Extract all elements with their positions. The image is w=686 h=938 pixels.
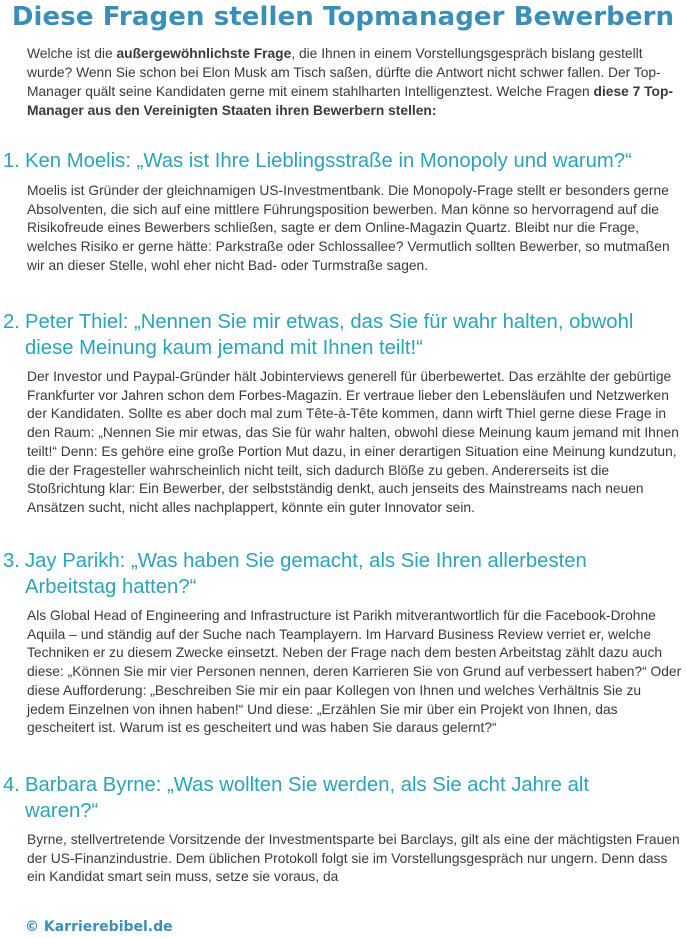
copyright-footer: © Karrierebibel.de — [25, 919, 173, 935]
question-2-number: 2. — [3, 311, 20, 333]
question-1-body: Moelis ist Gründer der gleichnamigen US-Investmentbank. Die Monopoly-Frage stellt er besonders gerne Absolventen, die sich auf eine mittlere Führungsposition bewerben. Man könne so hervorragend auf die Risikofreude eines Bewerbers schließen, sagte er dem Online-Magazin Quartz. Bleibt nur die Frage, welches Risiko er gerne hätte: Parkstraße oder Schlossallee? Vermutlich sollten Bewerber, so mutmaßen wir an dieser Stelle, wohl eher nicht Bad- oder Turmstraße sagen. — [27, 183, 670, 273]
question-3-heading-line-1: Jay Parikh: „Was haben Sie gemacht, als Sie Ihren allerbesten — [25, 550, 587, 572]
question-1-heading — [3, 148, 683, 174]
question-4-body: Byrne, stellvertretende Vorsitzende der Investmentsparte bei Barclays, gilt als eine der mächtigsten Frauen der US-Finanzindustrie. Dem üblichen Protokoll folgt sie im Vorstellungsgespräch nur ungern. Denn dass ein Kandidat smart sein muss, setze sie voraus, da — [27, 832, 680, 885]
question-2-heading-line-1: Peter Thiel: „Nennen Sie mir etwas, das Sie für wahr halten, obwohl — [25, 311, 634, 333]
question-3-heading-line-2: Arbeitstag hatten?“ — [25, 576, 197, 598]
question-4-heading — [3, 772, 683, 824]
intro-text-2: , die Ihnen in einem Vorstellungsgespräch bislang gestellt wurde? Wenn Sie schon bei Elon Musk am Tisch saßen, dürfte die Antwort nicht schwer fallen. Der Top-Manager quält seine Kandidaten gerne mit einem stahlharten Intelligenztest. Welche Fragen — [27, 46, 661, 99]
page-title: Diese Fragen stellen Topmanager Bewerbern — [11, 2, 675, 32]
intro-text-1: Welche ist die — [27, 46, 117, 61]
question-3-number: 3. — [3, 550, 20, 572]
intro-bold-1: außergewöhnlichste Frage — [116, 46, 292, 61]
question-1-heading-text: Ken Moelis: „Was ist Ihre Lieblingsstraße in Monopoly und warum?“ — [25, 150, 632, 172]
question-2-heading — [3, 309, 683, 361]
question-4-number: 4. — [3, 774, 20, 796]
question-2-heading-line-2: diese Meinung kaum jemand mit Ihnen teilt!“ — [25, 337, 423, 359]
question-3-body: Als Global Head of Engineering and Infrastructure ist Parikh mitverantwortlich für die Facebook-Drohne Aquila – und ständig auf der Suche nach Teamplayern. Im Harvard Business Review verriet er, welche Techniken er zu diesem Zwecke einsetzt. Neben der Frage nach dem besten Arbeitstag zählt dazu auch diese: „Können Sie mir vier Personen nennen, deren Karrieren Sie von Grund auf verbessert haben?“ Oder diese Aufforderung: „Beschreiben Sie mir ein paar Kollegen von Ihnen und welches Verhältnis Sie zu jedem Einzelnen von ihnen haben!“ Und diese: „Erzählen Sie mir über ein Projekt von Ihnen, das gescheitert ist. Warum ist es gescheitert und was haben Sie daraus gelernt?“ — [27, 608, 682, 736]
intro-bold-2: diese 7 Top-Manager aus den Vereinigten Staaten ihren Bewerbern stellen: — [27, 84, 674, 118]
question-4-heading-line-1: Barbara Byrne: „Was wollten Sie werden, als Sie acht Jahre alt — [25, 774, 590, 796]
question-3-heading — [3, 548, 683, 600]
question-1-number: 1. — [3, 150, 20, 172]
question-4-heading-line-2: waren?“ — [25, 800, 99, 822]
question-2-body: Der Investor und Paypal-Gründer hält Jobinterviews generell für überbewertet. Das erzählte der gebürtige Frankfurter vor Jahren schon dem Forbes-Magazin. Er vertraue lieber den Lebensläufen und Netzwerken der Kandidaten. Sollte es aber doch mal zum Tête-à-Tête kommen, dann wirft Thiel gerne diese Frage in den Raum: „Nennen Sie mir etwas, das Sie für wahr halten, obwohl diese Meinung kaum jemand mit Ihnen teilt!“ Denn: Es gehöre eine große Portion Mut dazu, in einer derartigen Situation eine Meinung kundzutun, die der Fragesteller wahrscheinlich nicht teilt, sich dadurch Blöße zu geben. Andererseits ist die Stoßrichtung klar: Ein Bewerber, der selbstständig denkt, auch jenseits des Mainstreams nach neuen Ansätzen sucht, nicht alles nachplappert, könnte ein guter Innovator sein. — [27, 369, 679, 515]
intro-paragraph — [27, 44, 682, 120]
